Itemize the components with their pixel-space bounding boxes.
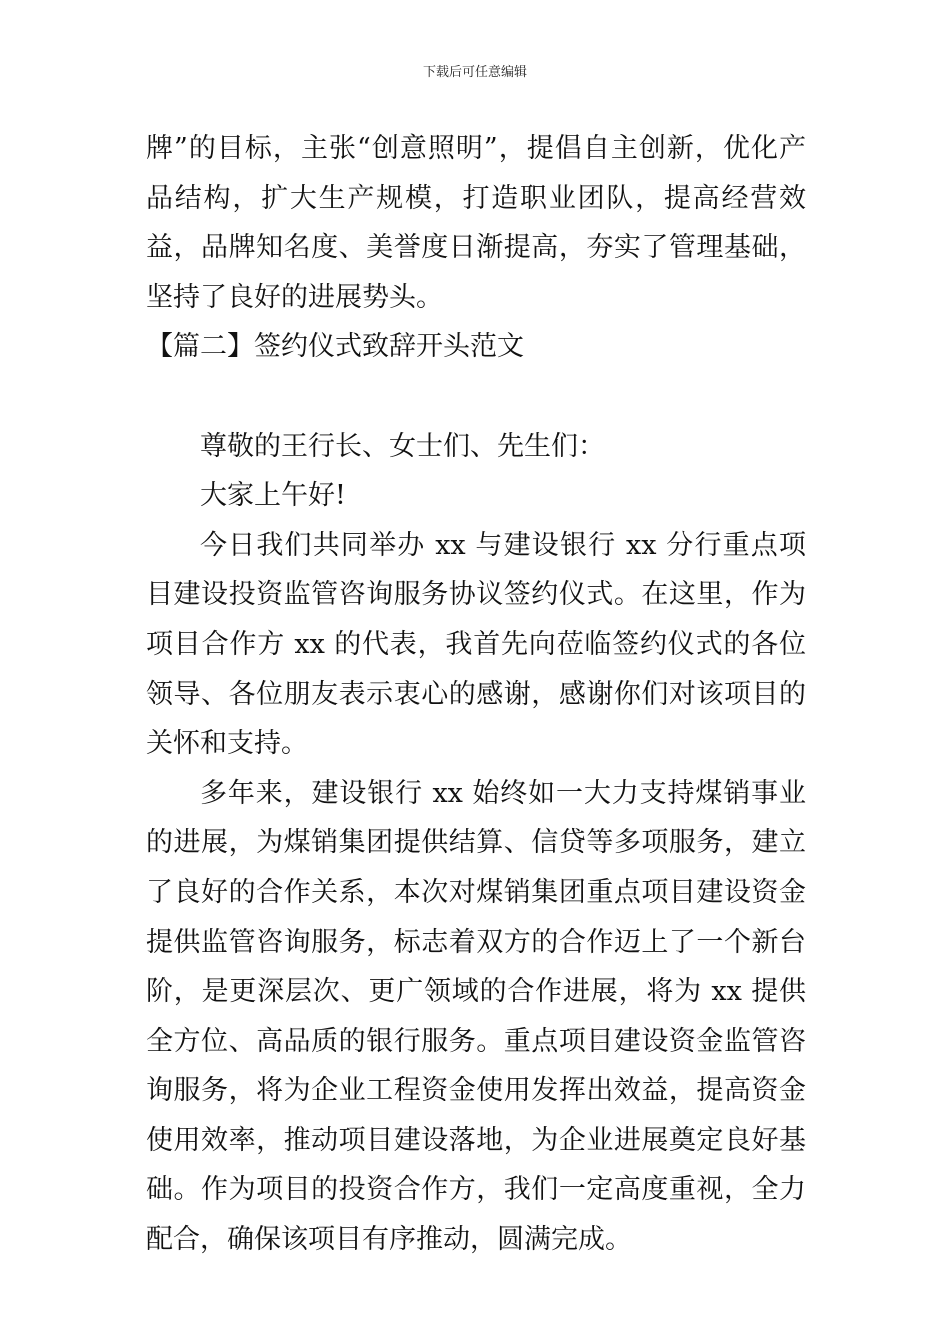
paragraph-continued: 牌”的目标，主张“创意照明”，提倡自主创新，优化产品结构，扩大生产规模，打造职业团队，提高经营效益，品牌知名度、美誉度日渐提高，夯实了管理基础，坚持了良好的进展势头。 bbox=[146, 133, 806, 313]
greeting: 大家上午好! bbox=[200, 480, 346, 512]
paragraph-cooperation: 多年来，建设银行 xx 始终如一大力支持煤销事业的进展，为煤销集团提供结算、信贷等多项服务，建立了良好的合作关系，本次对煤销集团重点项目建设资金提供监管咨询服务，标志着双方的合作迈上了一个新台阶，是更深层次、更广领域的合作进展，将为 xx 提供全方位、高品质的银行服务。重点项目建设资金监管咨询服务，将为企业工程资金使用发挥出效益，提高资金使用效率，推动项目建设落地，为企业进展奠定良好基础。作为项目的投资合作方，我们一定高度重视，全力配合，确保该项目有序推动，圆满完成。 bbox=[146, 777, 806, 1256]
blank-line bbox=[146, 372, 806, 422]
page-header: 下载后可任意编辑 bbox=[422, 65, 527, 80]
paragraph-intro: 今日我们共同举办 xx 与建设银行 xx 分行重点项目建设投资监管咨询服务协议签约仪式。在这里，作为项目合作方 xx 的代表，我首先向莅临签约仪式的各位领导、各位朋友表示衷心的感谢，感谢你们对该项目的关怀和支持。 bbox=[146, 529, 806, 760]
document-body bbox=[146, 124, 806, 1265]
section-title: 【篇二】签约仪式致辞开头范文 bbox=[146, 331, 524, 363]
salutation: 尊敬的王行长、女士们、先生们： bbox=[200, 430, 605, 462]
